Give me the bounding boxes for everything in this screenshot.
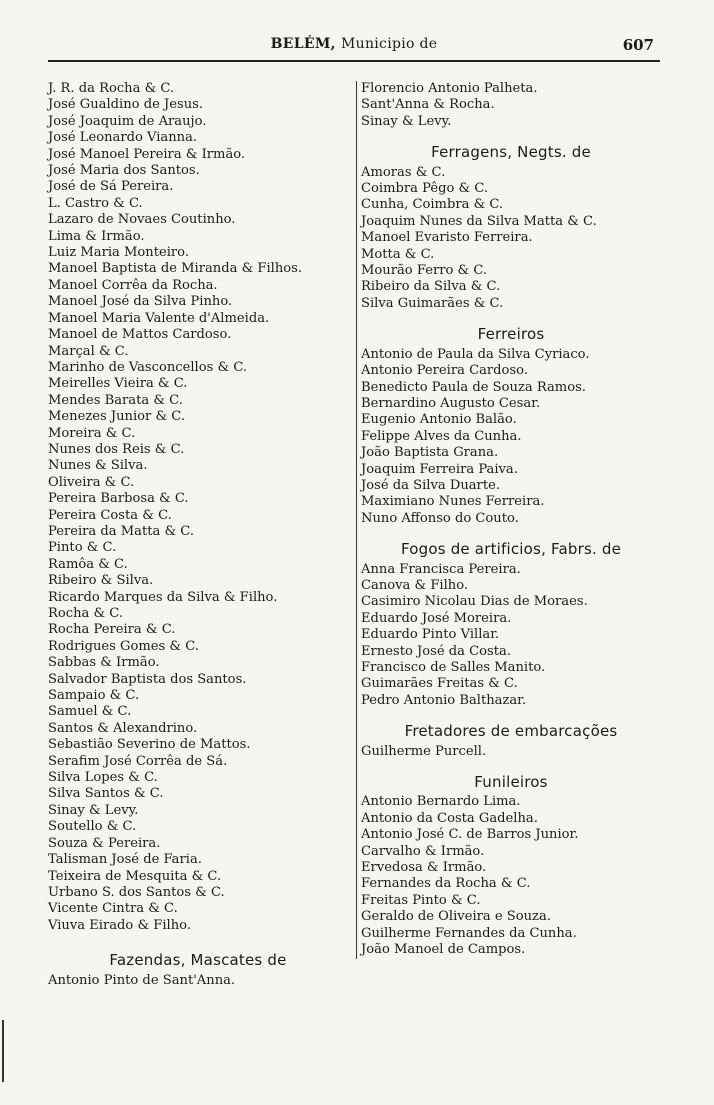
directory-entry: José da Silva Duarte. [361, 477, 500, 493]
directory-entry: José Gualdino de Jesus. [48, 97, 204, 113]
directory-entry: Antonio Pinto de Sant'Anna. [48, 972, 236, 988]
directory-entry: Sampaio & C. [48, 688, 140, 704]
directory-entry: Souza & Pereira. [48, 835, 161, 851]
directory-entry: Motta & C. [361, 246, 435, 262]
directory-entry: Felippe Alves da Cunha. [361, 428, 522, 444]
directory-entry: Sinay & Levy. [361, 113, 452, 129]
directory-entry: Pereira da Matta & C. [48, 523, 194, 539]
header-place: BELÉM, [270, 36, 336, 52]
directory-entry: Guilherme Purcell. [361, 743, 487, 759]
directory-entry: Fernandes da Rocha & C. [361, 876, 531, 892]
directory-entry: Pereira Barbosa & C. [48, 491, 189, 507]
directory-entry: Rodrigues Gomes & C. [48, 638, 199, 654]
directory-entry: Meirelles Vieira & C. [48, 376, 188, 392]
page-number: 607 [622, 36, 654, 54]
directory-entry: João Baptista Grana. [361, 445, 499, 461]
directory-entry: Nunes dos Reis & C. [48, 441, 185, 457]
directory-entry: Ricardo Marques da Silva & Filho. [48, 589, 278, 605]
directory-entry: Silva Guimarães & C. [361, 295, 504, 311]
directory-entry: João Manoel de Campos. [361, 942, 526, 958]
directory-entry: Pinto & C. [48, 540, 117, 556]
directory-entry: Manoel Baptista de Miranda & Filhos. [48, 261, 303, 277]
directory-entry: Mendes Barata & C. [48, 392, 183, 408]
left-column [48, 81, 348, 989]
directory-entry: José de Sá Pereira. [48, 179, 174, 195]
directory-entry: Eduardo José Moreira. [361, 610, 512, 626]
directory-entry: Manoel José da Silva Pinho. [48, 294, 233, 310]
directory-entry: Vicente Cintra & C. [48, 901, 178, 917]
directory-entry: Manoel Corrêa da Rocha. [48, 277, 218, 293]
directory-entry: Canova & Filho. [361, 577, 469, 593]
directory-entry: Mourão Ferro & C. [361, 263, 488, 279]
directory-entry: Antonio Pereira Cardoso. [361, 363, 528, 379]
directory-entry: Pereira Costa & C. [48, 507, 172, 523]
right-column [356, 81, 661, 959]
directory-entry: Antonio Bernardo Lima. [361, 794, 521, 810]
directory-entry: Joaquim Ferreira Paiva. [361, 461, 518, 477]
page-header [48, 34, 660, 62]
directory-entry: Soutello & C. [48, 819, 137, 835]
directory-entry: Rocha Pereira & C. [48, 622, 176, 638]
directory-entry: Nunes & Silva. [48, 458, 148, 474]
directory-entry: Manoel Evaristo Ferreira. [361, 230, 533, 246]
directory-entry: Amoras & C. [361, 164, 446, 180]
directory-entry: Carvalho & Irmão. [361, 843, 485, 859]
section-heading: Fogos de artificios, Fabrs. de [400, 540, 622, 559]
directory-entry: Luiz Maria Monteiro. [48, 245, 190, 261]
directory-entry: Urbano S. dos Santos & C. [48, 884, 225, 900]
directory-entry: Nuno Affonso do Couto. [361, 510, 519, 526]
directory-entry: Menezes Junior & C. [48, 409, 186, 425]
directory-entry: L. Castro & C. [48, 195, 143, 211]
directory-entry: Ernesto José da Costa. [361, 643, 511, 659]
directory-entry: Geraldo de Oliveira e Souza. [361, 909, 551, 925]
section-heading: Fazendas, Mascates de [109, 951, 287, 970]
directory-entry: Benedicto Paula de Souza Ramos. [361, 379, 586, 395]
directory-entry: Antonio José C. de Barros Junior. [361, 827, 579, 843]
directory-entry: Florencio Antonio Palheta. [361, 81, 538, 96]
directory-entry: Sabbas & Irmão. [48, 655, 160, 671]
directory-entry: Ribeiro & Silva. [48, 573, 154, 589]
directory-entry: Marçal & C. [48, 343, 129, 359]
running-title [48, 36, 660, 52]
directory-entry: Santos & Alexandrino. [48, 720, 198, 736]
directory-entry: Moreira & C. [48, 425, 136, 441]
directory-entry: Cunha, Coimbra & C. [361, 197, 504, 213]
directory-entry: Francisco de Salles Manito. [361, 660, 546, 675]
directory-entry: Manoel de Mattos Cardoso. [48, 327, 232, 343]
directory-entry: Guimarães Freitas & C. [361, 676, 518, 692]
directory-entry: Teixeira de Mesquita & C. [48, 868, 222, 884]
directory-entry: Eduardo Pinto Villar. [361, 627, 500, 643]
directory-entry: Salvador Baptista dos Santos. [48, 671, 247, 687]
directory-entry: Casimiro Nicolau Dias de Moraes. [361, 594, 588, 610]
directory-entry: Manoel Maria Valente d'Almeida. [48, 310, 270, 326]
directory-entry: Sinay & Levy. [48, 802, 139, 818]
directory-entry: José Maria dos Santos. [48, 163, 200, 179]
directory-entry: Freitas Pinto & C. [361, 892, 481, 908]
directory-entry: Joaquim Nunes da Silva Matta & C. [361, 213, 597, 229]
directory-entry: Samuel & C. [48, 704, 132, 720]
directory-entry: Anna Francisca Pereira. [361, 561, 521, 577]
directory-entry: Talisman José de Faria. [48, 852, 202, 868]
directory-entry: Eugenio Antonio Balão. [361, 412, 517, 428]
header-subtitle: Municipio de [341, 36, 438, 52]
directory-entry: Pedro Antonio Balthazar. [361, 692, 527, 708]
section-heading: Ferreiros [477, 325, 545, 344]
directory-entry: Silva Santos & C. [48, 786, 164, 802]
directory-entry: Maximiano Nunes Ferreira. [361, 494, 545, 510]
directory-entry: Antonio de Paula da Silva Cyriaco. [361, 346, 590, 362]
directory-entry: Antonio da Costa Gadelha. [361, 810, 538, 826]
directory-entry: Rocha & C. [48, 606, 124, 621]
directory-entry: Serafim José Corrêa de Sá. [48, 753, 228, 769]
directory-entry: J. R. da Rocha & C. [48, 81, 175, 96]
directory-entry: Lazaro de Novaes Coutinho. [48, 212, 236, 228]
section-heading: Ferragens, Negts. de [431, 143, 591, 162]
directory-entry: Silva Lopes & C. [48, 770, 158, 786]
section-heading: Funileiros [474, 773, 548, 792]
directory-entry: José Joaquim de Araujo. [48, 113, 207, 129]
directory-entry: Coimbra Pêgo & C. [361, 181, 489, 197]
directory-entry: Ervedosa & Irmão. [361, 860, 487, 876]
directory-entry: Viuva Eirado & Filho. [48, 917, 191, 933]
directory-entry: Oliveira & C. [48, 474, 135, 490]
directory-entry: Sebastião Severino de Mattos. [48, 737, 251, 753]
directory-entry: Lima & Irmão. [48, 228, 145, 244]
directory-entry: Ramôa & C. [48, 556, 128, 572]
directory-entry: Bernardino Augusto Cesar. [361, 395, 541, 411]
directory-entry: Guilherme Fernandes da Cunha. [361, 925, 577, 941]
directory-entry: Ribeiro da Silva & C. [361, 279, 501, 295]
directory-entry: Marinho de Vasconcellos & C. [48, 359, 248, 375]
section-heading: Fretadores de embarcações [404, 722, 618, 741]
directory-entry: Sant'Anna & Rocha. [361, 97, 495, 113]
directory-entry: José Leonardo Vianna. [48, 130, 198, 146]
margin-rule [2, 1020, 4, 1082]
directory-entry: José Manoel Pereira & Irmão. [48, 146, 246, 162]
